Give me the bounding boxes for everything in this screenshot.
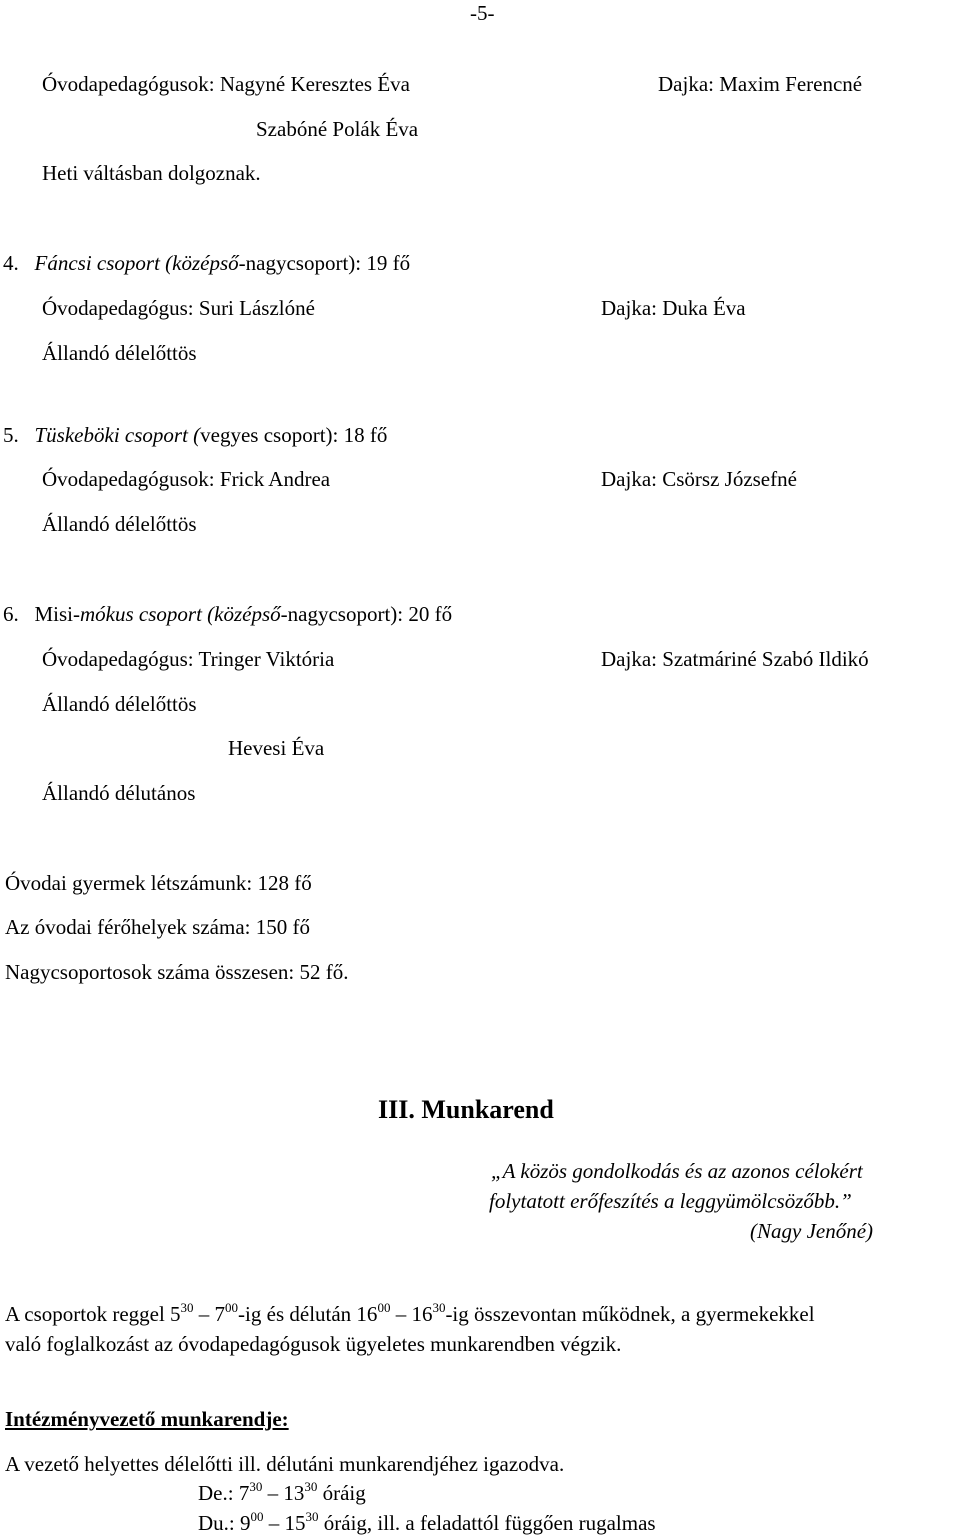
time-sup: 00: [225, 1300, 239, 1315]
hours-text: Du.: 9: [198, 1511, 251, 1535]
group5-heading: [3, 425, 387, 446]
group3-teachers: Óvodapedagógusok: Nagyné Keresztes Éva: [42, 72, 410, 96]
schedule-text: -ig összevontan működnek, a gyermekekkel: [445, 1302, 815, 1326]
schedule-text: A csoportok reggel 5: [5, 1302, 181, 1326]
group3-teacher2: Szabóné Polák Éva: [256, 117, 419, 141]
group4-rest: -nagycsoport): 19 fő: [238, 251, 411, 275]
hours-text: 13: [278, 1481, 305, 1505]
time-sup: 30: [180, 1300, 194, 1315]
time-sup: 00: [377, 1300, 391, 1315]
group5-teacher: Óvodapedagógusok: Frick Andrea: [42, 467, 331, 491]
stat-places: Az óvodai férőhelyek száma: 150 fő: [5, 915, 310, 939]
group4-nanny: Dajka: Duka Éva: [601, 296, 746, 320]
quote-line2: folytatott erőfeszítés a leggyümölcsözőbb.”: [489, 1189, 852, 1213]
group5-shift: Állandó délelőttös: [42, 512, 197, 536]
schedule-line2: való foglalkozást az óvodapedagógusok ügyeletes munkarendben végzik.: [5, 1332, 622, 1356]
group6-shift2: Állandó délutános: [42, 781, 196, 805]
time-sup: 30: [432, 1300, 446, 1315]
quote-author: (Nagy Jenőné): [750, 1219, 874, 1243]
hours-text: óráig, ill. a feladattól függően rugalmas: [318, 1511, 656, 1535]
group4-teacher: Óvodapedagógus: Suri Lászlóné: [42, 296, 315, 320]
hours-text: óráig: [317, 1481, 366, 1505]
morning-hours: De.: $7^{30} - 13^{30}$ óráig: [198, 1479, 366, 1505]
group6-heading: [3, 604, 452, 625]
group4-number: 4.: [3, 251, 19, 275]
group4-shift: Állandó délelőttös: [42, 341, 197, 365]
group6-teacher2: Hevesi Éva: [228, 736, 325, 760]
group5-rest: vegyes csoport): 18 fő: [200, 423, 388, 447]
schedule-text: 7: [209, 1302, 226, 1326]
group6-shift1: Állandó délelőttös: [42, 692, 197, 716]
quote-line1: „A közös gondolkodás és az azonos célokért: [491, 1159, 863, 1183]
stat-children: Óvodai gyermek létszámunk: 128 fő: [5, 871, 312, 895]
group6-nanny: Dajka: Szatmáriné Szabó Ildikó: [601, 647, 869, 671]
afternoon-hours: Du.: $9^{00} - 15^{30}$ óráig, ill. a feladattól függően rugalmas: [198, 1509, 656, 1535]
group4-heading: [3, 253, 410, 274]
manager-line: A vezető helyettes délelőtti ill. délutáni munkarendjéhez igazodva.: [5, 1452, 565, 1476]
time-sup: 30: [249, 1479, 263, 1494]
group5-name: Tüskeböki csoport (: [34, 423, 201, 447]
group5-number: 5.: [3, 423, 19, 447]
hours-text: De.: 7: [198, 1481, 250, 1505]
hours-text: 15: [279, 1511, 306, 1535]
group4-name: Fáncsi csoport (középső: [34, 251, 239, 275]
group6-number: 6.: [3, 602, 19, 626]
schedule-text: -ig és délután 16: [238, 1302, 378, 1326]
group6-name-b: mókus csoport (középső: [80, 602, 281, 626]
schedule-line1: A csoportok reggel $5^{30} - 7^{00}-ig$ és délután $16^{00} - 16^{30}-ig$ összevontan működnek, a gyermekekkel: [5, 1300, 815, 1326]
section-heading: III. Munkarend: [378, 1095, 554, 1124]
time-sup: 30: [305, 1509, 319, 1524]
group6-teacher: Óvodapedagógus: Tringer Viktória: [42, 647, 335, 671]
group3-nanny: Dajka: Maxim Ferencné: [658, 72, 863, 96]
group6-rest: -nagycsoport): 20 fő: [280, 602, 453, 626]
page-number: -5-: [470, 1, 495, 25]
time-sup: 30: [304, 1479, 318, 1494]
schedule-text: 16: [406, 1302, 433, 1326]
manager-heading: Intézményvezető munkarendje:: [5, 1407, 289, 1431]
group5-nanny: Dajka: Csörsz Józsefné: [601, 467, 797, 491]
time-sup: 00: [250, 1509, 264, 1524]
stat-seniors: Nagycsoportosok száma összesen: 52 fő.: [5, 960, 349, 984]
group3-note: Heti váltásban dolgoznak.: [42, 161, 261, 185]
group6-name-a: Misi-: [34, 602, 81, 626]
